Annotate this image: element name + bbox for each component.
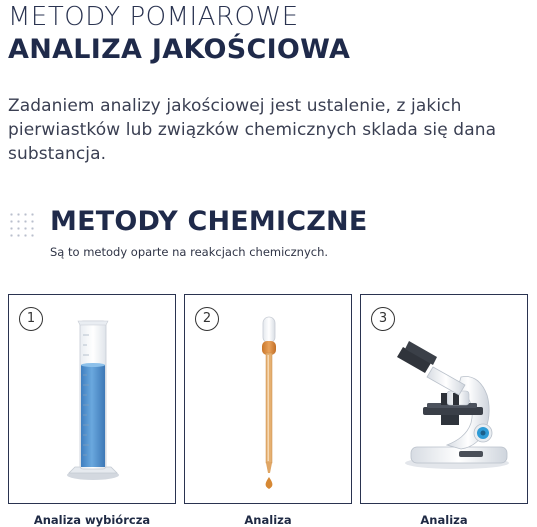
card-caption-1: Analiza wybiórcza: [33, 513, 151, 527]
method-card-2[interactable]: [184, 294, 352, 504]
page-title: ANALIZA JAKOŚCIOWA: [8, 34, 351, 65]
section-title: METODY CHEMICZNE: [50, 206, 368, 237]
section-description: Są to metody oparte na reakcjach chemicznych.: [50, 245, 329, 259]
card-caption-2: Analiza: [244, 513, 292, 527]
method-card-3[interactable]: [360, 294, 528, 504]
page-subtitle: METODY POMIAROWE: [8, 2, 299, 32]
method-card-1[interactable]: [8, 294, 176, 504]
card-number-badge: 1: [19, 307, 43, 331]
card-number-badge: 3: [371, 307, 395, 331]
decorative-dot-grid: [8, 211, 36, 237]
intro-text: Zadaniem analizy jakościowej jest ustalenie, z jakich pierwiastków lub związków chemicznych sklada się dana substancja.: [8, 96, 497, 164]
card-caption-3: Analiza: [420, 513, 468, 527]
card-number-badge: 2: [195, 307, 219, 331]
